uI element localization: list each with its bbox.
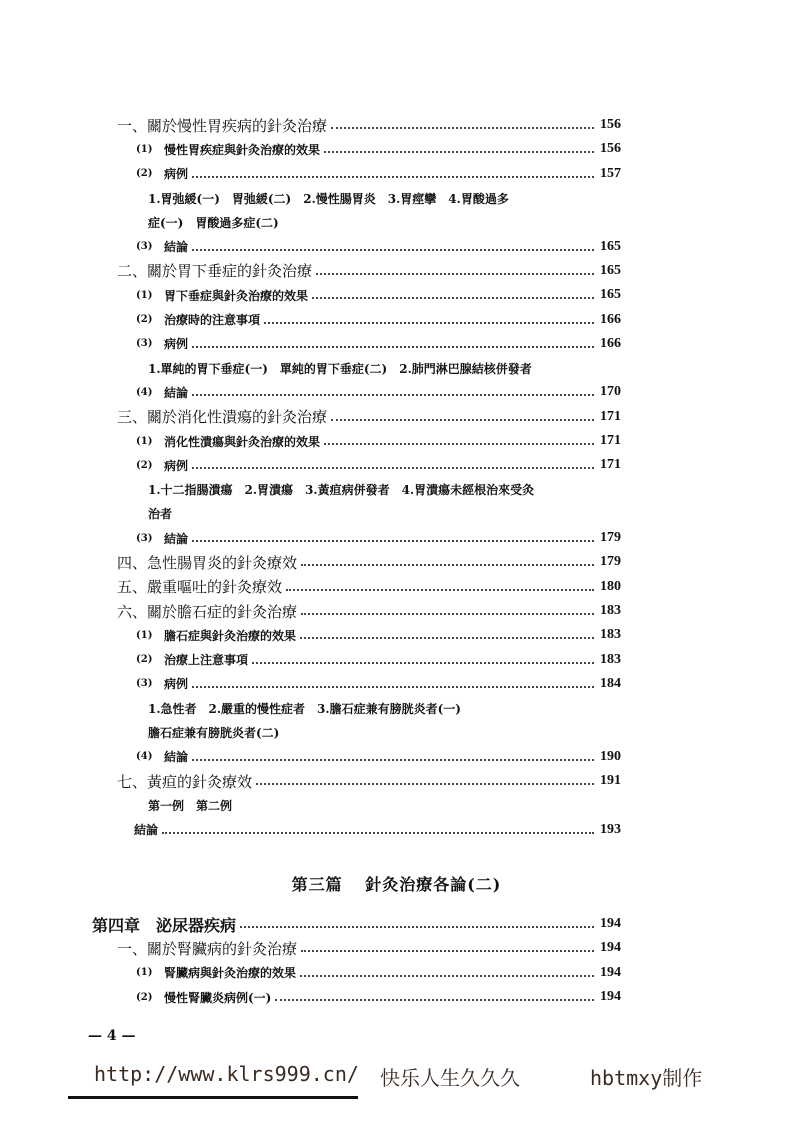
entry-page: 156 [600,141,621,157]
dot-leader [301,564,594,566]
toc-entry [0,599,793,623]
entry-title: 病例 [164,337,189,352]
toc-entry [0,453,793,477]
dot-leader [301,613,594,615]
part-heading [0,872,793,895]
entry-title: 第一例 第二例 [148,798,233,813]
entry-title: 1.急性者 2.嚴重的慢性症者 3.膽石症兼有膀胱炎者(一) [148,701,461,716]
toc-entry [0,259,793,283]
dot-leader [192,249,594,251]
entry-title: 一、關於慢性胃疾病的針灸治療 [117,116,328,135]
toc-entry [0,672,793,696]
dot-leader [192,759,594,761]
part-label: 第三篇 [291,875,343,894]
dot-leader [192,540,594,542]
entry-title: 結論 [164,750,189,765]
entry-page: 156 [600,117,621,133]
entry-page: 194 [600,916,621,932]
entry-title: 膽石症兼有膀胱炎者(二) [148,726,280,741]
entry-page: 183 [600,651,621,667]
entry-title: 七、黃疸的針灸療效 [117,772,253,791]
entry-page: 165 [600,262,621,278]
entry-page: 166 [600,335,621,351]
table-of-contents-continued [0,912,793,1009]
entry-title: 治者 [148,507,173,522]
dot-leader [286,589,594,591]
entry-number: (1) [136,143,153,155]
entry-title: 膽石症與針灸治療的效果 [164,628,297,643]
entry-number: (4) [136,751,153,763]
entry-title: 病例 [164,677,189,692]
toc-detail-line [0,793,793,817]
entry-title: 腎臟病與針灸治療的效果 [164,966,297,981]
entry-page: 194 [600,964,621,980]
entry-page: 171 [600,457,621,473]
toc-entry [0,429,793,453]
toc-entry [0,936,793,960]
entry-page: 190 [600,748,621,764]
entry-title: 1.十二指腸潰瘍 2.胃潰瘍 3.黃疸病併發者 4.胃潰瘍未經根治來受灸 [148,483,535,498]
entry-title: 1.胃弛緩(一) 胃弛緩(二) 2.慢性腸胃炎 3.胃痙攣 4.胃酸過多 [148,191,509,206]
entry-number: (3) [136,532,153,544]
entry-title: 一、關於腎臟病的針灸治療 [117,939,298,958]
entry-page: 179 [600,530,621,546]
dot-leader [192,394,594,396]
toc-detail-line [0,720,793,744]
toc-detail-line [0,477,793,501]
entry-number: (1) [136,967,153,979]
dot-leader [192,176,594,178]
toc-entry [0,307,793,331]
entry-title: 五、嚴重嘔吐的針灸療效 [117,578,283,597]
toc-entry [0,818,793,842]
entry-page: 191 [600,773,621,789]
entry-title: 第四章 泌尿器疾病 [92,913,238,936]
entry-number: (2) [136,168,153,180]
entry-title: 消化性潰瘍與針灸治療的效果 [164,434,321,449]
toc-entry [0,137,793,161]
toc-entry [0,380,793,404]
entry-page: 171 [600,433,621,448]
entry-title: 四、急性腸胃炎的針灸療效 [117,553,298,572]
entry-page: 165 [600,238,621,254]
dot-leader [300,637,594,639]
toc-detail-line [0,502,793,526]
entry-page: 157 [600,165,621,181]
entry-number: (1) [136,435,153,447]
entry-page: 165 [600,287,621,303]
toc-entry [0,985,793,1009]
entry-number: (2) [136,314,153,326]
part-title: 針灸治療各論(二) [365,875,502,894]
table-of-contents [0,113,793,842]
entry-number: (1) [136,629,153,641]
toc-entry [0,648,793,672]
entry-title: 治療時的注意事項 [164,313,261,328]
toc-entry [0,332,793,356]
entry-title: 結論 [164,240,189,255]
dot-leader [256,783,594,785]
page-number: — 4 — [88,1028,136,1044]
entry-title: 1.單純的胃下垂症(一) 單純的胃下垂症(二) 2.肺門淋巴腺結核併發者 [148,361,532,376]
dot-leader [192,686,594,688]
entry-page: 183 [600,603,621,619]
dot-leader [192,346,594,348]
entry-page: 184 [600,675,621,691]
toc-entry [0,961,793,985]
watermark-site: 快乐人生久久久 [380,1066,520,1090]
entry-number: (4) [136,386,153,398]
toc-entry [0,745,793,769]
entry-page: 194 [600,989,621,1005]
entry-number: (3) [136,678,153,690]
toc-entry [0,162,793,186]
entry-title: 結論 [164,385,189,400]
dot-leader [275,999,594,1001]
entry-title: 六、關於膽石症的針灸治療 [117,602,298,621]
toc-detail-line [0,210,793,234]
dot-leader [331,127,594,129]
entry-page: 171 [600,408,621,424]
toc-detail-line [0,696,793,720]
entry-title: 胃下垂症與針灸治療的效果 [164,288,309,303]
entry-number: (3) [136,241,153,253]
toc-entry [0,113,793,137]
entry-title: 慢性胃疾症與針灸治療的效果 [164,142,321,157]
toc-entry [0,526,793,550]
scan-artifact-line [68,1096,358,1099]
entry-page: 194 [600,940,621,956]
entry-number: (1) [136,289,153,301]
entry-page: 193 [600,821,621,837]
entry-title: 結論 [134,823,159,838]
toc-chapter [0,912,793,936]
dot-leader [240,926,594,928]
toc-entry [0,550,793,574]
dot-leader [331,419,594,421]
entry-title: 慢性腎臟炎病例(一) [164,990,272,1005]
entry-number: (3) [136,338,153,350]
toc-detail-line [0,186,793,210]
entry-title: 二、關於胃下垂症的針灸治療 [117,262,313,281]
toc-entry [0,234,793,258]
dot-leader [162,832,594,834]
toc-entry [0,769,793,793]
entry-page: 166 [600,311,621,327]
dot-leader [324,443,594,445]
toc-detail-line [0,356,793,380]
dot-leader [252,662,594,664]
entry-title: 症(一) 胃酸過多症(二) [148,215,279,230]
entry-page: 170 [600,384,621,400]
dot-leader [264,322,594,324]
toc-entry [0,575,793,599]
entry-number: (2) [136,991,153,1003]
entry-number: (2) [136,459,153,471]
toc-entry [0,623,793,647]
entry-page: 183 [600,627,621,643]
entry-title: 結論 [164,531,189,546]
entry-title: 病例 [164,458,189,473]
dot-leader [192,467,594,469]
entry-title: 治療上注意事項 [164,653,249,668]
dot-leader [324,151,594,153]
entry-page: 180 [600,578,621,594]
watermark-maker: hbtmxy制作 [590,1066,703,1090]
entry-title: 病例 [164,167,189,182]
entry-page: 179 [600,554,621,570]
toc-entry [0,405,793,429]
toc-entry [0,283,793,307]
watermark-url: http://www.klrs999.cn/ [94,1062,359,1086]
dot-leader [301,950,594,952]
entry-number: (2) [136,654,153,666]
dot-leader [312,297,594,299]
dot-leader [316,273,594,275]
entry-title: 三、關於消化性潰瘍的針灸治療 [117,408,328,427]
dot-leader [300,975,594,977]
